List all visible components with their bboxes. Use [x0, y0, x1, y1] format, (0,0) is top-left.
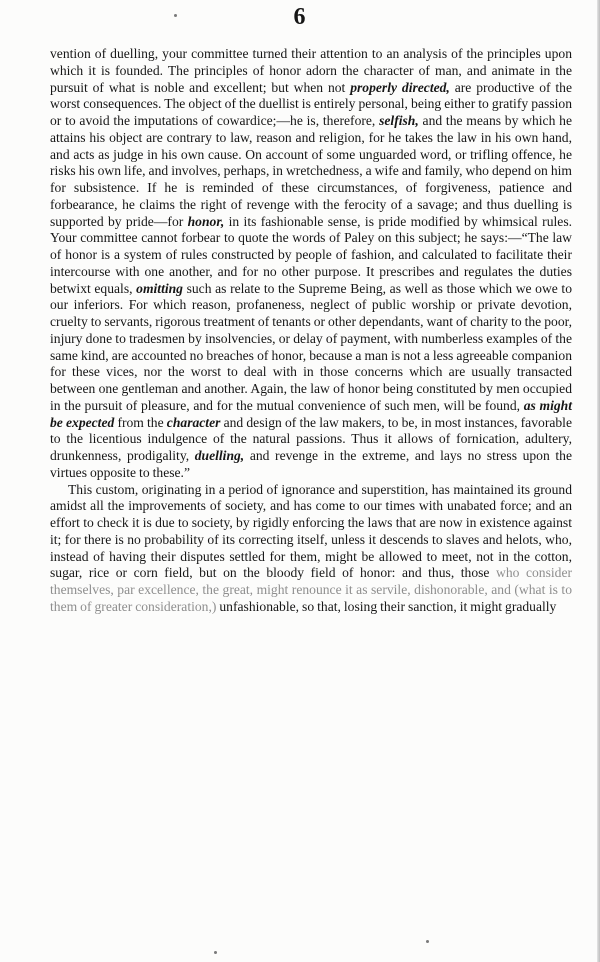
text-run: are productive of the worst consequences. The object of the duellist is entirely personal, being either to gratify passion or to avoid the imputations of cowardice;—he is, therefore, — [50, 79, 573, 128]
text-run: This custom, originating in a period of ignorance and superstition, has maintained its ground amidst all the improvements of society, and has come to our times with unabated force; and an effort to check it is due to society, by rigidly enforcing the laws that are now in existence against it; for there is no probability of its correcting itself, unless it descends to slaves and helots, who, instead of having their disputes settled for them, might be allowed to meet, not in the cotton, sugar, rice or corn field, but on the bloody field of honor: and thus, those — [50, 481, 572, 581]
page-number: 6 — [293, 4, 307, 30]
body-text — [50, 46, 572, 616]
italic-text: selfish, — [379, 113, 419, 128]
faded-text-run: who consider themselves, par excellence, the great, might renounce it as servile, dishonorable, and (what is to them of greater consideration,) — [50, 565, 573, 614]
paragraph-2 — [50, 482, 572, 616]
italic-text: omitting — [136, 280, 183, 296]
text-run: vention of duelling, your committee turned their attention to an analysis of the principles upon which it is founded. The principles of honor adorn the character of man, and animate in the pursuit of what is noble and excellent; but when not — [50, 46, 572, 95]
text-run: and the means by which he attains his object are contrary to law, reason and religion, for he takes the law in his own hand, and acts as judge in his own cause. On account of some unguarded word, or trifling offence, he risks his own life, and involves, perhaps, in wretchedness, a wife and family, who depend on him for subsistence. If he is reminded of these circumstances, of forgiveness, patience and forbearance, he claims the right of revenge with the ferocity of a savage; and thus duelling is supported by pride—for — [50, 113, 572, 229]
ink-speck — [174, 14, 177, 17]
ink-speck — [214, 951, 217, 954]
ink-speck — [426, 940, 429, 943]
italic-text: duelling, — [194, 448, 245, 463]
text-run: from the — [114, 414, 167, 430]
italic-text: character — [166, 414, 221, 430]
italic-text: as might be expected — [50, 397, 572, 430]
italic-text: properly directed, — [350, 79, 450, 95]
text-run: and design of the law makers, to be, in most instances, favorable to the licentious indulgence of the natural passions. Thus it allows of fornication, adultery, drunkenness, prodigality, — [50, 414, 572, 463]
text-run: such as relate to the Supreme Being, as well as those which we owe to our inferiors. For which reason, profaneness, neglect of public worship or private devotion, cruelty to servants, rigorous treatment of tenants or other dependants, want of charity to the poor, injury done to tradesmen by insolvencies, or delay of payment, with numberless examples of the same kind, are accounted no breaches of honor, because a man is not a less agreeable companion for these vices, nor the worst to deal with in those concerns which are usually transacted between one gentleman and another. Again, the law of honor being constituted by men occupied in the pursuit of pleasure, and for the mutual convenience of such men, will be found, — [50, 280, 573, 413]
text-run: and revenge in the extreme, and lays no stress upon the virtues opposite to these.” — [50, 448, 572, 480]
italic-text: honor, — [187, 213, 225, 229]
paragraph-1 — [50, 46, 572, 482]
text-run: in its fashionable sense, is pride modified by whimsical rules. Your committee cannot forbear to quote the words of Paley on this subject; he says:—“The law of honor is a system of rules constructed by people of fashion, and calculated to facilitate their intercourse with one another, and for no other purpose. It prescribes and regulates the duties betwixt equals, — [50, 213, 573, 296]
text-run: unfashionable, so that, losing their sanction, it might gradually — [216, 598, 557, 614]
